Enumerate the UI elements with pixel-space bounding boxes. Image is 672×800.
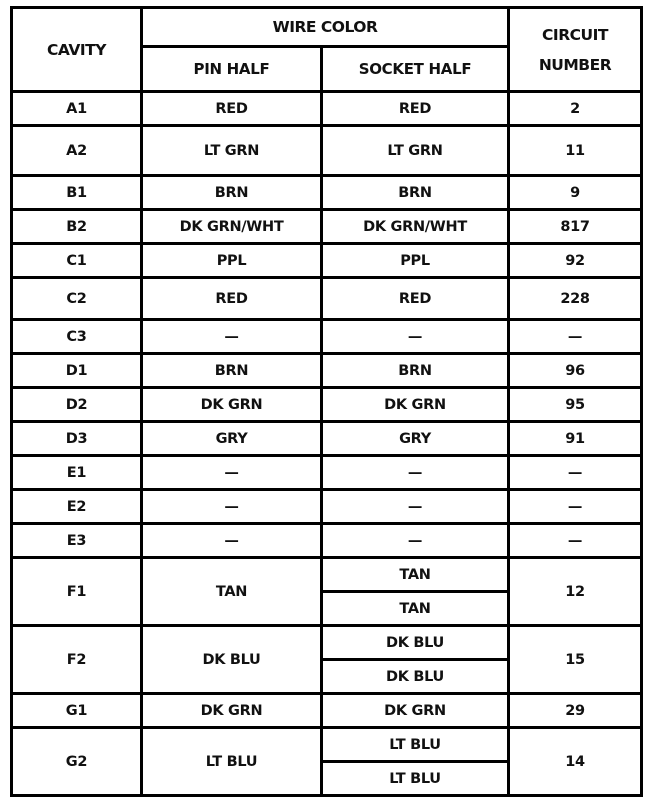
circuit-number-cell: 12 (509, 558, 642, 626)
socket-half-cell: LT BLU (322, 728, 509, 762)
table-row (12, 490, 642, 524)
cavity-header: CAVITY (12, 8, 142, 92)
pin-half-cell: — (142, 524, 322, 558)
table-row (12, 176, 642, 210)
socket-half-header: SOCKET HALF (322, 47, 509, 92)
table-row (12, 524, 642, 558)
cavity-cell: E3 (12, 524, 142, 558)
socket-half-cell: — (322, 490, 509, 524)
circuit-number-cell: — (509, 524, 642, 558)
socket-half-cell: RED (322, 92, 509, 126)
circuit-number-cell: 9 (509, 176, 642, 210)
circuit-number-cell: 14 (509, 728, 642, 796)
cavity-cell: E1 (12, 456, 142, 490)
pin-half-cell: DK GRN (142, 694, 322, 728)
cavity-cell: B1 (12, 176, 142, 210)
circuit-number-cell: 817 (509, 210, 642, 244)
socket-half-cell: — (322, 456, 509, 490)
cavity-cell: D2 (12, 388, 142, 422)
table-row (12, 558, 642, 592)
circuit-number-header (509, 8, 642, 92)
cavity-cell: F2 (12, 626, 142, 694)
circuit-number-cell: 2 (509, 92, 642, 126)
cavity-cell: C2 (12, 278, 142, 320)
cavity-cell: F1 (12, 558, 142, 626)
table-row (12, 422, 642, 456)
socket-half-cell: RED (322, 278, 509, 320)
socket-half-cell: DK BLU (322, 660, 509, 694)
pin-half-cell: LT BLU (142, 728, 322, 796)
pin-half-cell: BRN (142, 354, 322, 388)
circuit-number-cell: 91 (509, 422, 642, 456)
pin-half-cell: RED (142, 92, 322, 126)
pin-half-cell: LT GRN (142, 126, 322, 176)
pin-half-cell: — (142, 320, 322, 354)
pin-half-cell: PPL (142, 244, 322, 278)
socket-half-cell: LT GRN (322, 126, 509, 176)
pin-half-cell: — (142, 490, 322, 524)
circuit-number-cell: 96 (509, 354, 642, 388)
pin-half-cell: RED (142, 278, 322, 320)
socket-half-cell: DK GRN (322, 388, 509, 422)
circuit-number-cell: 15 (509, 626, 642, 694)
socket-half-cell: LT BLU (322, 762, 509, 796)
socket-half-cell: — (322, 320, 509, 354)
cavity-cell: E2 (12, 490, 142, 524)
socket-half-cell: TAN (322, 592, 509, 626)
table-body (12, 8, 642, 796)
cavity-cell: D3 (12, 422, 142, 456)
socket-half-cell: BRN (322, 354, 509, 388)
table-row (12, 244, 642, 278)
socket-half-cell: GRY (322, 422, 509, 456)
circuit-header-line1: CIRCUIT (542, 25, 608, 44)
table-row (12, 388, 642, 422)
pin-half-header: PIN HALF (142, 47, 322, 92)
circuit-number-cell: — (509, 320, 642, 354)
table-row (12, 354, 642, 388)
table-row (12, 694, 642, 728)
socket-half-cell: DK GRN/WHT (322, 210, 509, 244)
wire-color-table (10, 6, 643, 797)
socket-half-cell: TAN (322, 558, 509, 592)
table-row (12, 456, 642, 490)
circuit-number-cell: 92 (509, 244, 642, 278)
pin-half-cell: BRN (142, 176, 322, 210)
socket-half-cell: DK BLU (322, 626, 509, 660)
socket-half-cell: PPL (322, 244, 509, 278)
pin-half-cell: — (142, 456, 322, 490)
cavity-cell: G2 (12, 728, 142, 796)
cavity-cell: G1 (12, 694, 142, 728)
circuit-number-cell: — (509, 490, 642, 524)
socket-half-cell: BRN (322, 176, 509, 210)
wire-color-header: WIRE COLOR (142, 8, 509, 47)
circuit-number-cell: 29 (509, 694, 642, 728)
circuit-number-cell: 95 (509, 388, 642, 422)
socket-half-cell: — (322, 524, 509, 558)
cavity-cell: A1 (12, 92, 142, 126)
circuit-number-cell: 11 (509, 126, 642, 176)
table-row (12, 728, 642, 762)
pin-half-cell: GRY (142, 422, 322, 456)
pin-half-cell: TAN (142, 558, 322, 626)
cavity-cell: C1 (12, 244, 142, 278)
socket-half-cell: DK GRN (322, 694, 509, 728)
circuit-number-cell: — (509, 456, 642, 490)
circuit-number-cell: 228 (509, 278, 642, 320)
cavity-cell: A2 (12, 126, 142, 176)
table-row (12, 92, 642, 126)
header-row-top (12, 8, 642, 47)
table-row (12, 626, 642, 660)
pin-half-cell: DK BLU (142, 626, 322, 694)
circuit-header-line2: NUMBER (538, 55, 612, 74)
table-row (12, 210, 642, 244)
cavity-cell: D1 (12, 354, 142, 388)
pin-half-cell: DK GRN/WHT (142, 210, 322, 244)
cavity-cell: B2 (12, 210, 142, 244)
table-row (12, 126, 642, 176)
table-row (12, 278, 642, 320)
table-row (12, 320, 642, 354)
cavity-cell: C3 (12, 320, 142, 354)
pin-half-cell: DK GRN (142, 388, 322, 422)
